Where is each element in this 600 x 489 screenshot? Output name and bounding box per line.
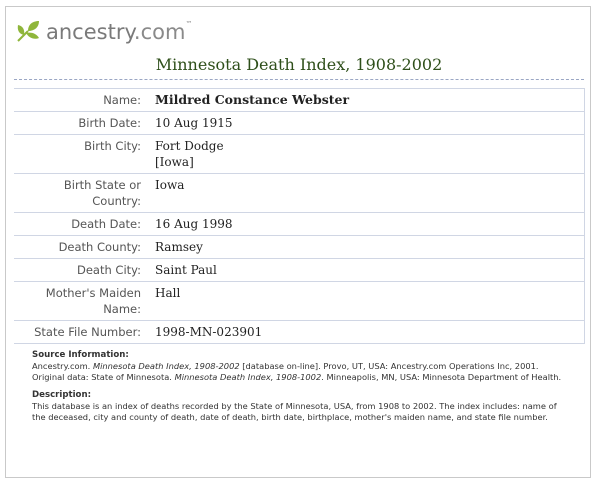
field-label: Death City:	[14, 259, 149, 282]
field-label-line: Birth State or	[63, 178, 141, 192]
source-information	[32, 350, 572, 383]
record-frame	[5, 6, 591, 478]
source-database-title: Minnesota Death Index, 1908-1002	[174, 372, 322, 382]
table-row	[14, 89, 585, 112]
ancestry-logo[interactable]	[15, 17, 192, 47]
source-heading: Source Information:	[32, 350, 129, 360]
field-value-line: [Iowa]	[155, 155, 194, 169]
field-label-line: Name:	[103, 302, 141, 316]
field-value: 16 Aug 1998	[149, 213, 585, 236]
leaf-icon	[15, 19, 41, 45]
table-row	[14, 282, 585, 321]
field-value: Mildred Constance Webster	[149, 89, 585, 112]
table-row	[14, 174, 585, 213]
field-label: Death Date:	[14, 213, 149, 236]
table-row	[14, 321, 585, 344]
table-row	[14, 112, 585, 135]
source-database-title: Minnesota Death Index, 1908-2002	[92, 361, 240, 371]
field-label	[14, 174, 149, 213]
field-value: Saint Paul	[149, 259, 585, 282]
field-value: 10 Aug 1915	[149, 112, 585, 135]
logo-name: ancestry	[46, 20, 134, 44]
field-label: Death County:	[14, 236, 149, 259]
field-value: Ramsey	[149, 236, 585, 259]
logo-dotcom: .com	[133, 20, 186, 44]
field-value	[149, 135, 585, 174]
table-row	[14, 236, 585, 259]
table-row	[14, 259, 585, 282]
field-value: 1998-MN-023901	[149, 321, 585, 344]
field-label-line: Country:	[92, 194, 141, 208]
record-table	[14, 88, 585, 344]
table-row	[14, 135, 585, 174]
field-label-line: Mother's Maiden	[45, 286, 141, 300]
source-text-part: Ancestry.com.	[32, 361, 93, 371]
field-label: State File Number:	[14, 321, 149, 344]
field-label: Birth City:	[14, 135, 149, 174]
page-title: Minnesota Death Index, 1908-2002	[155, 55, 443, 74]
field-label: Name:	[14, 89, 149, 112]
field-label: Birth Date:	[14, 112, 149, 135]
field-value: Hall	[149, 282, 585, 321]
field-value-line: Fort Dodge	[155, 139, 224, 153]
source-section	[32, 350, 572, 430]
title-divider	[14, 79, 584, 80]
logo-trademark: ™	[185, 20, 193, 28]
source-text	[32, 361, 572, 383]
description-heading: Description:	[32, 390, 92, 400]
source-text-part: . Minneapolis, MN, USA: Minnesota Department of Health.	[321, 372, 562, 382]
field-value: Iowa	[149, 174, 585, 213]
table-row	[14, 213, 585, 236]
source-text-part: [database on-line]. Provo, UT, USA: Ancestry.com Operations Inc, 2001. Original data: State of Minnesota.	[32, 361, 539, 382]
field-label	[14, 282, 149, 321]
logo-wordmark	[46, 20, 192, 44]
description-text: This database is an index of deaths recorded by the State of Minnesota, USA, from 1908 to 2002. The index includes: name of the deceased, city and county of death, date of death, birth date, birthplace, mother's maiden name, and state file number.	[32, 401, 557, 422]
description-section	[32, 390, 572, 423]
